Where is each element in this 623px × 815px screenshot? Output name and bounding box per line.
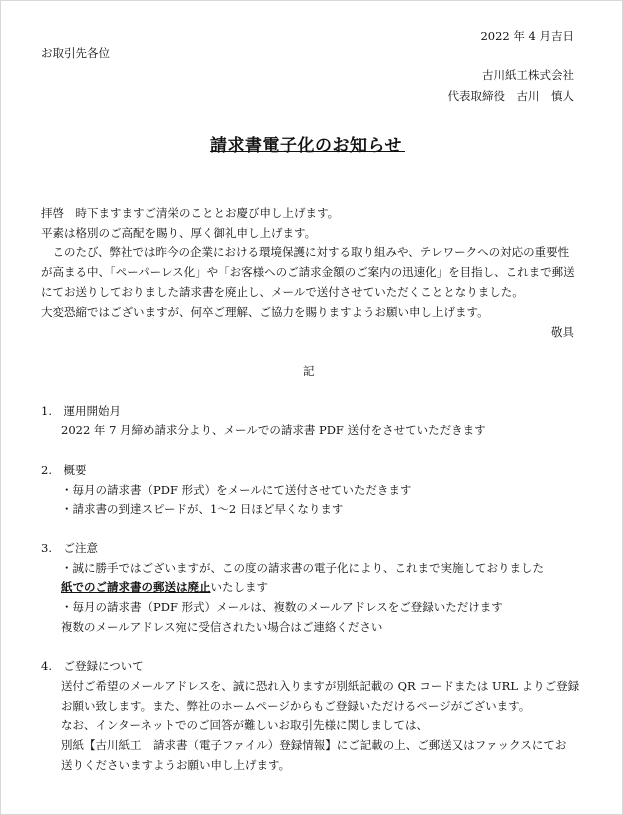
abolition-notice-emphasis: 紙でのご請求書の郵送は廃止	[61, 580, 211, 594]
page-title: 請求書電子化のお知らせ	[210, 136, 402, 156]
section-4-body-1: 送付ご希望のメールアドレスを、誠に恐れ入りますが別紙記載の QR コードまたは URL よりご登録	[61, 679, 580, 693]
section-2-heading: 2. 概要	[41, 463, 87, 477]
section-3-body-2	[61, 579, 268, 595]
title-underline	[210, 151, 405, 152]
representative: 代表取締役 古川 慎人	[447, 89, 574, 103]
greeting-line-1: 拝啓 時下ますますご清栄のこととお慶び申し上げます。	[41, 206, 340, 220]
greeting-line-4: が高まる中、「ペーパーレス化」や「お客様へのご請求金額のご案内の迅速化」を目指し、これまで郵送	[41, 265, 575, 279]
ki-heading: 記	[303, 364, 315, 378]
addressee: お取引先各位	[41, 46, 110, 60]
section-2-body-2: ・請求書の到達スピードが、1～2 日ほど早くなります	[61, 502, 344, 516]
section-3-heading: 3. ご注意	[41, 541, 98, 555]
section-3-body-1: ・誠に勝手ではございますが、この度の請求書の電子化により、これまで実施しておりました	[61, 561, 544, 575]
abolition-notice-rest: いたします	[210, 580, 268, 594]
section-3-body-4: 複数のメールアドレス宛に受信されたい場合はご連絡ください	[61, 620, 383, 634]
section-2-body-1: ・毎月の請求書（PDF 形式）をメールにて送付させていただきます	[61, 483, 412, 497]
greeting-line-3: このたび、弊社では昨今の企業における環境保護に対する取り組みや、テレワークへの対応の重要性	[41, 245, 570, 259]
section-4-body-2: お願い致します。また、弊社のホームページからもご登録いただけるページがございます。	[61, 699, 531, 713]
date: 2022 年 4 月吉日	[480, 29, 574, 43]
closing-keigu: 敬具	[551, 325, 574, 339]
section-1-body: 2022 年 7 月締め請求分より、メールでの請求書 PDF 送付をさせていただきます	[61, 423, 486, 437]
section-1-heading: 1. 運用開始月	[41, 404, 121, 418]
greeting-line-6: 大変恐縮ではございますが、何卒ご理解、ご協力を賜りますようお願い申し上げます。	[41, 305, 489, 319]
greeting-line-2: 平素は格別のご高配を賜り、厚く御礼申し上げます。	[41, 226, 317, 240]
greeting-line-5: にてお送りしておりました請求書を廃止し、メールで送付させていただくこととなりました。	[41, 285, 524, 299]
section-4-body-5: 送りくださいますようお願い申し上げます。	[61, 758, 291, 772]
section-4-body-4: 別紙【古川紙工 請求書（電子ファイル）登録情報】にご記載の上、ご郵送又はファックスにてお	[61, 738, 567, 752]
section-3-body-3: ・毎月の請求書（PDF 形式）メールは、複数のメールアドレスをご登録いただけます	[61, 600, 503, 614]
section-4-body-3: なお、インターネットでのご回答が難しいお取引先様に関しましては、	[61, 718, 428, 732]
company-name: 古川紙工株式会社	[482, 68, 574, 82]
section-4-heading: 4. ご登録について	[41, 659, 144, 673]
